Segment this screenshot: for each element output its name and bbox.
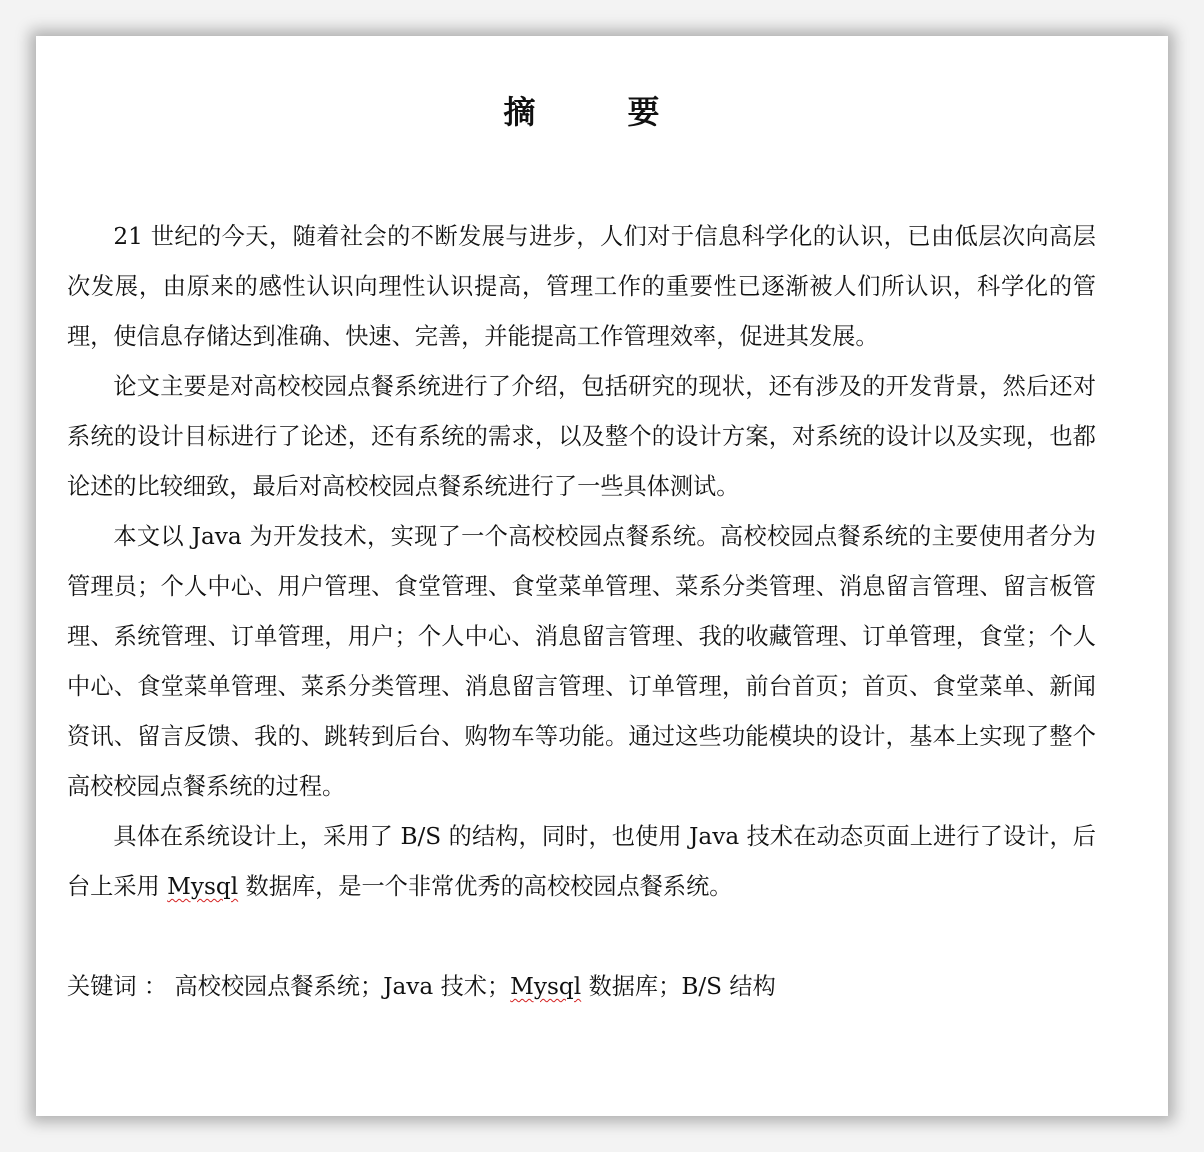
paragraph-4-text-b: 数据库，是一个非常优秀的高校校园点餐系统。 xyxy=(238,873,733,900)
keyword-item: 高校校园点餐系统 xyxy=(174,973,360,1000)
keyword-separator: ； xyxy=(360,973,384,1000)
page-title: 摘 要 xyxy=(503,93,690,131)
paragraph-4-text-a: 具体在系统设计上，采用了 B/S 的结构，同时，也使用 Java 技术在动态页面上进行了设计，后台上采用 xyxy=(67,823,1096,900)
spellcheck-flagged-word[interactable]: Mysql xyxy=(167,873,239,900)
keyword-separator: ； xyxy=(658,973,682,1000)
paragraph-4 xyxy=(67,812,1096,912)
paragraph-2: 论文主要是对高校校园点餐系统进行了介绍，包括研究的现状，还有涉及的开发背景，然后还对系统的设计目标进行了论述，还有系统的需求，以及整个的设计方案，对系统的设计以及实现，也都论述的比较细致，最后对高校校园点餐系统进行了一些具体测试。 xyxy=(67,373,1096,500)
keyword-item: 数据库 xyxy=(588,973,659,1000)
paragraph-3: 本文以 Java 为开发技术，实现了一个高校校园点餐系统。高校校园点餐系统的主要使用者分为管理员；个人中心、用户管理、食堂管理、食堂菜单管理、菜系分类管理、消息留言管理、留言板管理、系统管理、订单管理，用户；个人中心、消息留言管理、我的收藏管理、订单管理，食堂；个人中心、食堂菜单管理、菜系分类管理、消息留言管理、订单管理，前台首页；首页、食堂菜单、新闻资讯、留言反馈、我的、跳转到后台、购物车等功能。通过这些功能模块的设计，基本上实现了整个高校校园点餐系统的过程。 xyxy=(67,523,1096,800)
keywords-label: 关键词 ： xyxy=(67,973,168,1000)
keyword-separator: ； xyxy=(486,973,511,1000)
keyword-item: B/S 结构 xyxy=(681,973,776,1000)
keywords-line xyxy=(67,962,1096,1012)
document-page xyxy=(36,36,1168,1116)
keyword-item: Java 技术 xyxy=(383,973,487,1000)
keyword-flagged-word[interactable]: Mysql xyxy=(510,973,582,1000)
paragraph-1: 21 世纪的今天，随着社会的不断发展与进步，人们对于信息科学化的认识，已由低层次向高层次发展，由原来的感性认识向理性认识提高，管理工作的重要性已逐渐被人们所认识，科学化的管理，使信息存储达到准确、快速、完善，并能提高工作管理效率，促进其发展。 xyxy=(67,223,1096,350)
abstract-body xyxy=(67,212,1096,912)
